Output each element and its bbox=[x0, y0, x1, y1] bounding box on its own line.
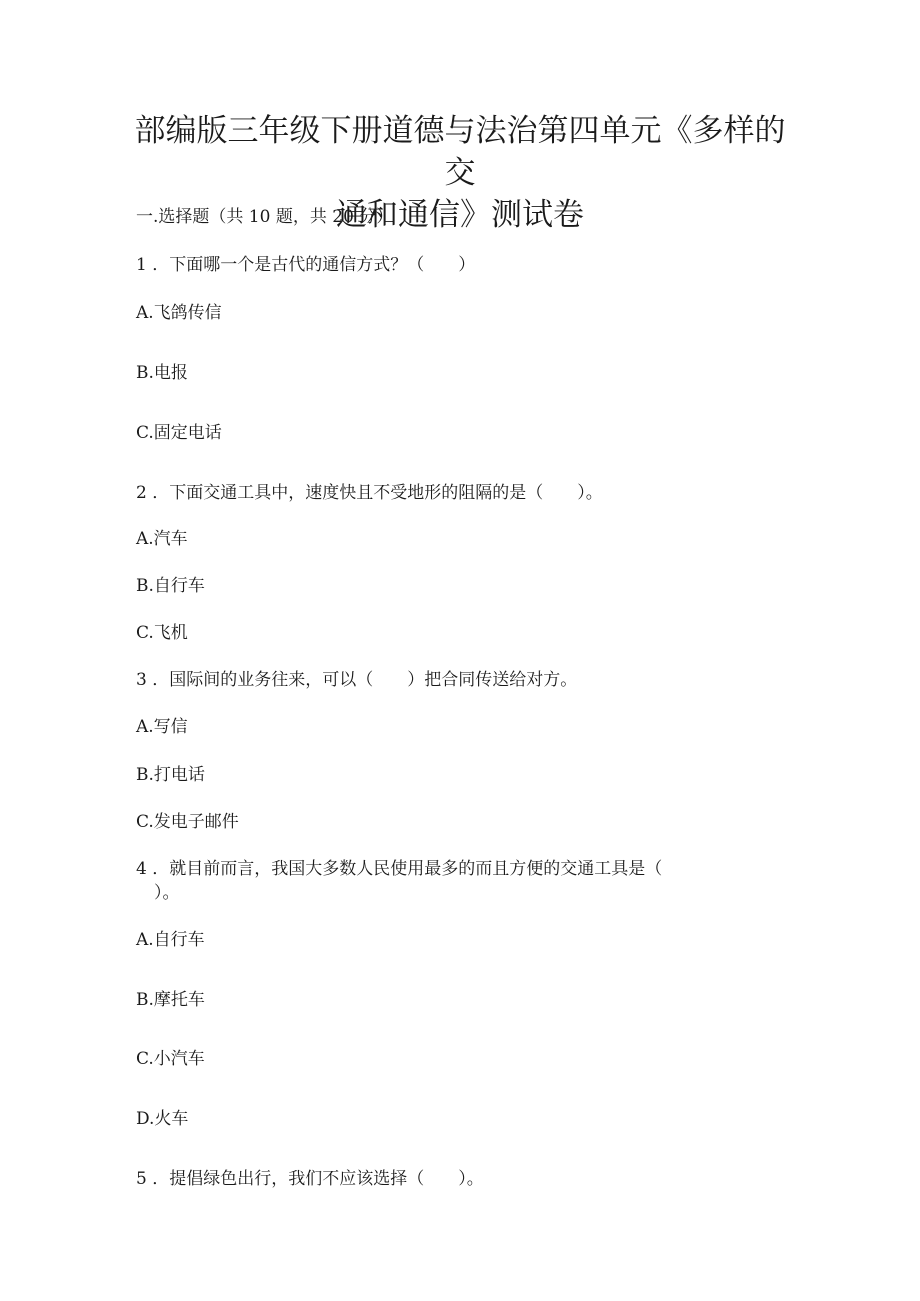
question-1-stem: 1 ．下面哪一个是古代的通信方式？（ ） bbox=[136, 255, 476, 275]
question-4-stem bbox=[136, 857, 726, 905]
question-4-option-b: B.摩托车 bbox=[136, 990, 205, 1010]
question-3-stem: 3 ．国际间的业务往来，可以（ ）把合同传送给对方。 bbox=[136, 670, 578, 690]
question-3-option-b: B.打电话 bbox=[136, 765, 205, 785]
question-1-option-c: C.固定电话 bbox=[136, 423, 222, 443]
question-4-stem-line-1: 4 ．就目前而言，我国大多数人民使用最多的而且方便的交通工具是（ bbox=[136, 859, 663, 879]
question-4-option-c: C.小汽车 bbox=[136, 1049, 205, 1069]
question-2-option-c: C.飞机 bbox=[136, 623, 188, 643]
question-5-stem: 5 ．提倡绿色出行，我们不应该选择（ ）。 bbox=[136, 1169, 484, 1189]
title-line-2: 通和通信》测试卷 bbox=[336, 197, 584, 233]
question-2-stem: 2 ．下面交通工具中，速度快且不受地形的阻隔的是（ ）。 bbox=[136, 483, 603, 503]
question-4-stem-line-2: ）。 bbox=[154, 883, 180, 903]
section-heading: 一.选择题（共 10 题，共 20 分） bbox=[136, 207, 394, 227]
question-2-option-a: A.汽车 bbox=[136, 529, 188, 549]
title-line-1: 部编版三年级下册道德与法治第四单元《多样的交 bbox=[134, 113, 786, 191]
question-4-option-a: A.自行车 bbox=[136, 930, 205, 950]
question-2-option-b: B.自行车 bbox=[136, 576, 205, 596]
question-3-option-a: A.写信 bbox=[136, 717, 188, 737]
question-1-option-a: A.飞鸽传信 bbox=[136, 303, 222, 323]
question-1-option-b: B.电报 bbox=[136, 363, 188, 383]
question-3-option-c: C.发电子邮件 bbox=[136, 812, 239, 832]
question-4-option-d: D.火车 bbox=[136, 1109, 189, 1129]
